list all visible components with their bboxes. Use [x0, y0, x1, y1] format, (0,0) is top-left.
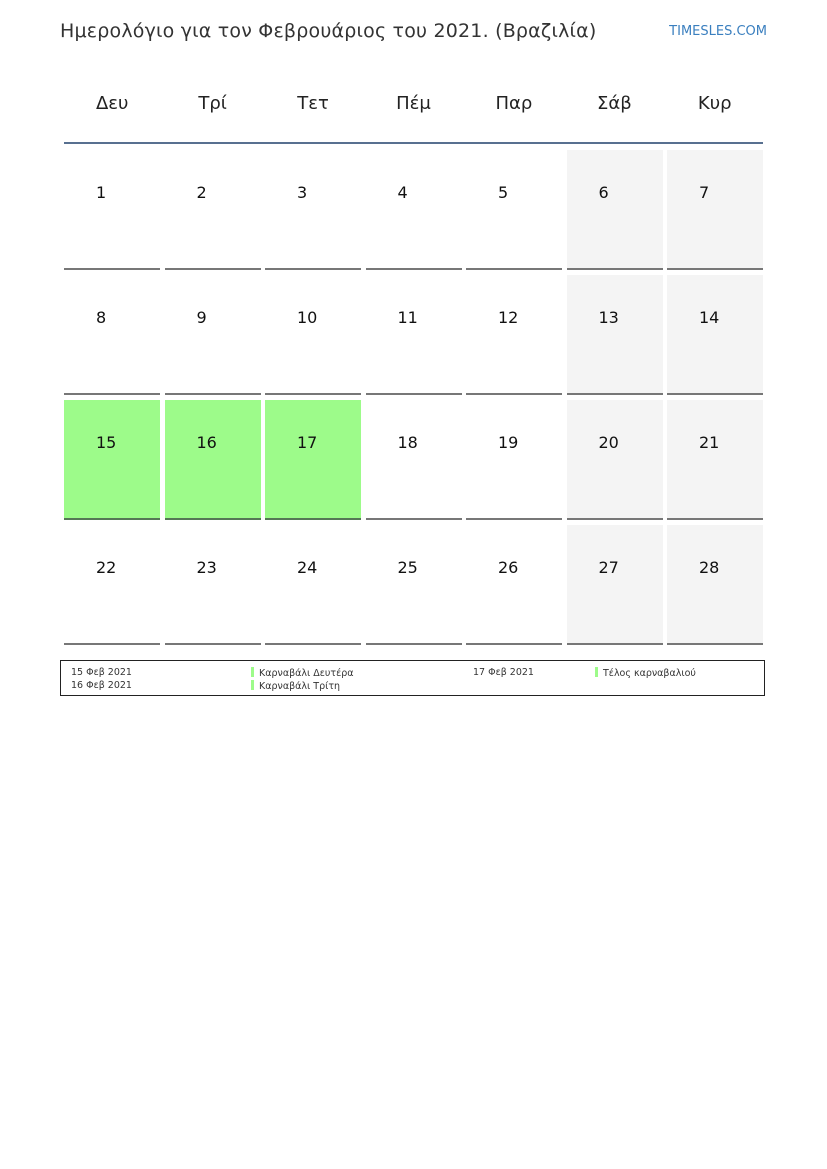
day-cell [165, 525, 261, 645]
day-number: 5 [498, 183, 509, 202]
legend-date: 17 Φεβ 2021 [473, 667, 534, 678]
day-number: 4 [397, 183, 408, 202]
day-number: 18 [397, 433, 418, 452]
day-cell [567, 400, 663, 520]
day-number: 3 [297, 183, 308, 202]
day-number: 2 [196, 183, 207, 202]
day-cell [567, 275, 663, 395]
day-cell [667, 525, 763, 645]
legend-item [251, 667, 354, 679]
day-number: 1 [96, 183, 107, 202]
weekday-thu: Πέμ [396, 93, 431, 114]
day-number: 28 [699, 558, 720, 577]
day-cell [466, 150, 562, 270]
day-number: 20 [598, 433, 619, 452]
day-cell [64, 525, 160, 645]
legend-name: Τέλος καρναβαλιού [603, 668, 696, 679]
day-cell [667, 150, 763, 270]
day-number: 6 [598, 183, 609, 202]
weekday-mon: Δευ [95, 93, 129, 114]
day-number: 16 [196, 433, 217, 452]
day-cell [366, 400, 462, 520]
day-cell [567, 150, 663, 270]
day-number: 14 [699, 308, 720, 327]
day-cell [64, 150, 160, 270]
day-number: 17 [297, 433, 318, 452]
day-cell [265, 275, 361, 395]
weekday-tue: Τρί [198, 93, 227, 114]
day-number: 15 [96, 433, 117, 452]
legend-date: 15 Φεβ 2021 [71, 667, 132, 678]
day-cell [64, 275, 160, 395]
weekday-fri: Παρ [495, 93, 533, 114]
day-number: 21 [699, 433, 720, 452]
day-number: 26 [498, 558, 519, 577]
day-cell [366, 525, 462, 645]
holiday-color-swatch [251, 680, 254, 690]
day-number: 25 [397, 558, 418, 577]
weekday-sun: Κυρ [697, 93, 732, 114]
day-cell [366, 275, 462, 395]
day-cell [366, 150, 462, 270]
day-cell [466, 400, 562, 520]
day-cell [466, 275, 562, 395]
day-cell [466, 525, 562, 645]
day-cell [567, 525, 663, 645]
day-number: 24 [297, 558, 318, 577]
weekday-sat: Σάβ [596, 93, 632, 114]
header-divider [64, 142, 763, 144]
day-cell [165, 275, 261, 395]
day-cell-holiday [165, 400, 261, 520]
day-cell [667, 275, 763, 395]
day-cell-holiday [265, 400, 361, 520]
day-number: 9 [196, 308, 207, 327]
day-number: 22 [96, 558, 117, 577]
day-cell [667, 400, 763, 520]
day-number: 27 [598, 558, 619, 577]
legend-name: Καρναβάλι Τρίτη [259, 681, 341, 692]
day-number: 19 [498, 433, 519, 452]
day-number: 7 [699, 183, 710, 202]
day-number: 10 [297, 308, 318, 327]
day-number: 12 [498, 308, 519, 327]
brand-link[interactable]: TIMESLES.COM [669, 24, 767, 39]
day-cell-holiday [64, 400, 160, 520]
day-number: 23 [196, 558, 217, 577]
day-cell [165, 150, 261, 270]
legend-name: Καρναβάλι Δευτέρα [259, 668, 354, 679]
day-number: 8 [96, 308, 107, 327]
day-number: 11 [397, 308, 418, 327]
weekday-wed: Τετ [297, 93, 329, 114]
holiday-color-swatch [251, 667, 254, 677]
legend-date: 16 Φεβ 2021 [71, 680, 132, 691]
day-cell [265, 150, 361, 270]
holiday-color-swatch [595, 667, 598, 677]
legend-item [251, 680, 340, 692]
calendar-grid [64, 150, 763, 645]
page-title: Ημερολόγιο για τον Φεβρουάριος του 2021. (Βραζιλία) [60, 20, 597, 42]
day-number: 13 [598, 308, 619, 327]
weekday-header [62, 86, 765, 126]
holiday-legend [60, 660, 765, 696]
day-cell [265, 525, 361, 645]
legend-item [595, 667, 696, 679]
